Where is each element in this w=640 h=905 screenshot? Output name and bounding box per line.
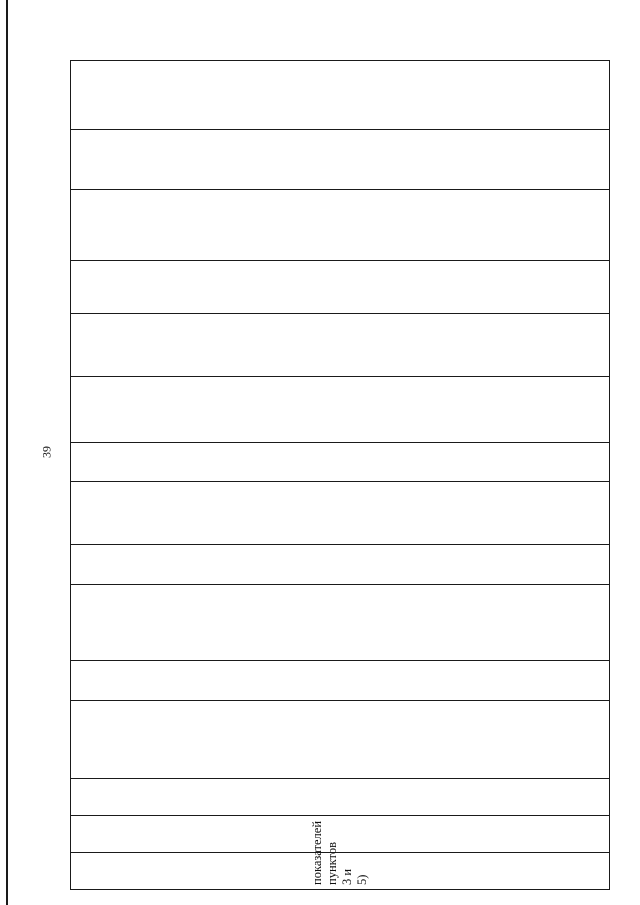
row-label-cell xyxy=(71,820,610,890)
row-label-text: показателей пунктов 3 и 5) xyxy=(310,820,369,885)
value-cell xyxy=(71,661,610,700)
page-number: 39 xyxy=(39,446,54,458)
value-cell xyxy=(71,545,610,584)
value-cell xyxy=(71,261,610,314)
scan-edge-line xyxy=(6,0,8,905)
value-cell xyxy=(71,482,610,545)
value-cell xyxy=(71,816,610,853)
value-cell xyxy=(71,584,610,660)
value-cell xyxy=(71,129,610,190)
table-row xyxy=(71,61,610,890)
value-cell xyxy=(71,376,610,442)
finance-table xyxy=(70,60,610,890)
value-cell xyxy=(71,700,610,779)
value-cell xyxy=(71,313,610,376)
value-cell xyxy=(71,779,610,816)
value-cell xyxy=(71,190,610,261)
value-cell xyxy=(71,61,610,130)
finance-table-rotated xyxy=(70,60,610,890)
value-cell xyxy=(71,442,610,481)
